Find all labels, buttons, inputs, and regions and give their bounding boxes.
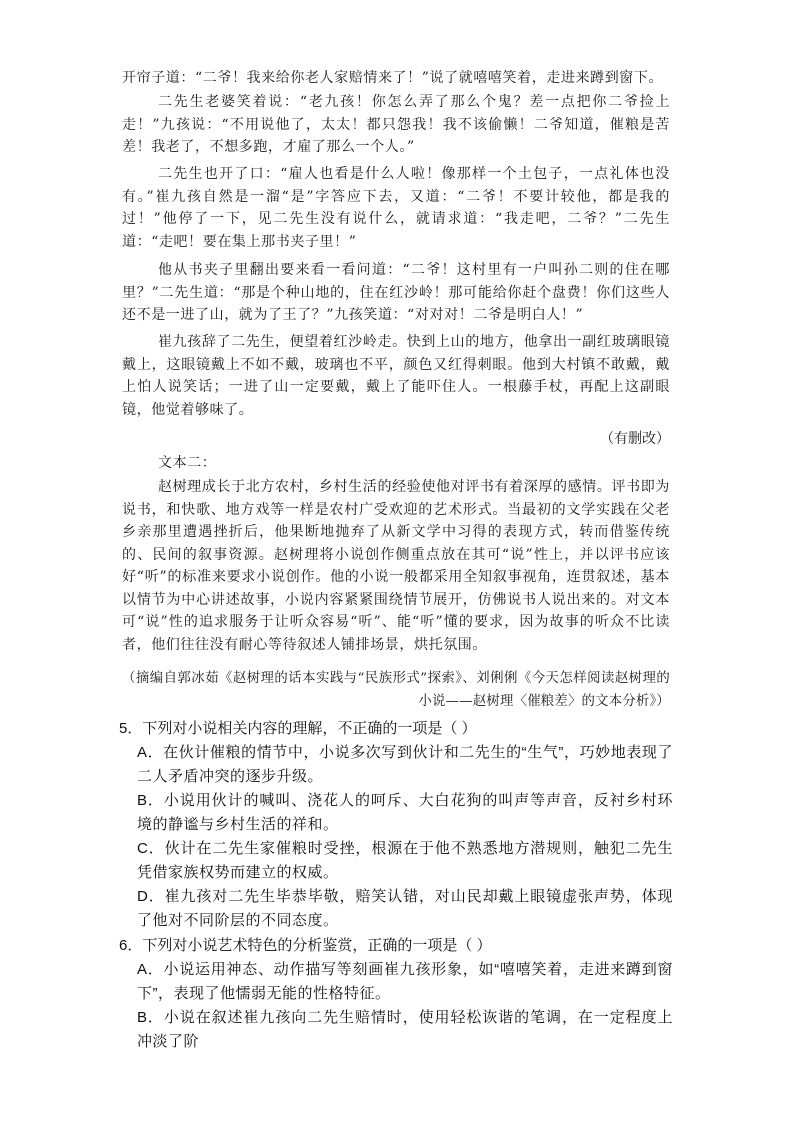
question-option: A．小说运用神态、动作描写等刻画崔九孩形象，如“嘻嘻笑着，走进来蹲到窗下”，表现了他懦弱无能的性格特征。 [137, 961, 673, 1002]
question-option: A．在伙计催粮的情节中，小说多次写到伙计和二先生的“生气”，巧妙地表现了二人矛盾冲突的逐步升级。 [137, 744, 673, 785]
question-option: B．小说在叙述崔九孩向二先生赔情时，使用轻松诙谐的笔调，在一定程度上冲淡了阶 [137, 1009, 673, 1050]
question-option: C．伙计在二先生家催粮时受挫，根源在于他不熟悉地方潜规则，触犯二先生凭借家族权势而建立的权威。 [137, 840, 673, 881]
novel-paragraph: 二先生也开了口：“雇人也看是什么人啦！像那样一个土包子，一点礼体也没有。”崔九孩自然是一溜“是”字答应下去，又道：“二爷！不要计较他，都是我的过！”他停了一下，见二先生没有说什么，就请求道：“我走吧，二爷？”二先生道：“走吧！要在集上那书夹子里！” [122, 166, 670, 250]
question-stem: 5．下列对小说相关内容的理解，不正确的一项是（ ） [119, 720, 477, 737]
text2-body: 赵树理成长于北方农村，乡村生活的经验使他对评书有着深厚的感情。评书即为说书，和快歌、地方戏等一样是农村广受欢迎的艺术形式。当最初的文学实践在父老乡亲那里遭遇挫折后，他果断地抛弃了从新文学中习得的表现方式，转而借鉴传统的、民间的叙事资源。赵树理将小说创作侧重点放在其可“说”性上，并以评书应该好“听”的标准来要求小说创作。他的小说一般都采用全知叙事视角，连贯叙述，基本以情节为中心讲述故事，小说内容紧紧围绕情节展开，仿佛说书人说出来的。对文本可“说”性的追求服务于让听众容易“听”、能“听”懂的要求，因为故事的听众不比读者，他们往往没有耐心等待叙述人铺排场景，烘托氛围。 [122, 479, 670, 653]
question-option: B．小说用伙计的喊叫、浇花人的呵斥、大白花狗的叫声等声音，反衬乡村环境的静谧与乡村生活的祥和。 [137, 792, 673, 833]
question-option: D．崔九孩对二先生毕恭毕敬，赔笑认错，对山民却戴上眼镜虚张声势，体现了他对不同阶层的不同态度。 [137, 888, 673, 929]
citation: （摘编自郭冰茹《赵树理的话本实践与“民族形式”探索》、刘俐俐《今天怎样阅读赵树理的小说——赵树理〈催粮差〉的文本分析》） [122, 671, 670, 709]
text2-heading: 文本二： [158, 455, 217, 471]
question-stem: 6．下列对小说艺术特色的分析鉴赏，正确的一项是（ ） [119, 937, 492, 954]
source-note: （有删改） [600, 431, 670, 447]
novel-paragraph: 他从书夹子里翻出要来看一看问道：“二爷！这村里有一户叫孙二则的住在哪里？”二先生道：“那是个种山地的，住在红沙岭！那可能给你赶个盘费！你们这些人还不是一进了山，就为了王了？”九孩笑道：“对对对！二爷是明白人！” [122, 262, 670, 323]
novel-paragraph: 崔九孩辞了二先生，便望着红沙岭走。快到上山的地方，他拿出一副红玻璃眼镜戴上，这眼镜戴上不如不戴，玻璃也不平，颜色又红得刺眼。他到大村镇不敢戴，戴上怕人说笑话；一进了山一定要戴，戴上了能吓住人。一根藤手杖，再配上这副眼镜，他觉着够味了。 [122, 334, 670, 418]
novel-paragraph: 开帘子道：“二爷！我来给你老人家赔情来了！”说了就嘻嘻笑着，走进来蹲到窗下。 [122, 70, 664, 86]
novel-paragraph: 二先生老婆笑着说：“老九孩！你怎么弄了那么个鬼？差一点把你二爷捡上走！”九孩说：“不用说他了，太太！都只怨我！我不该偷懒！二爷知道，催粮是苦差！我老了，不想多跑，才雇了那么一个人。” [122, 94, 670, 155]
